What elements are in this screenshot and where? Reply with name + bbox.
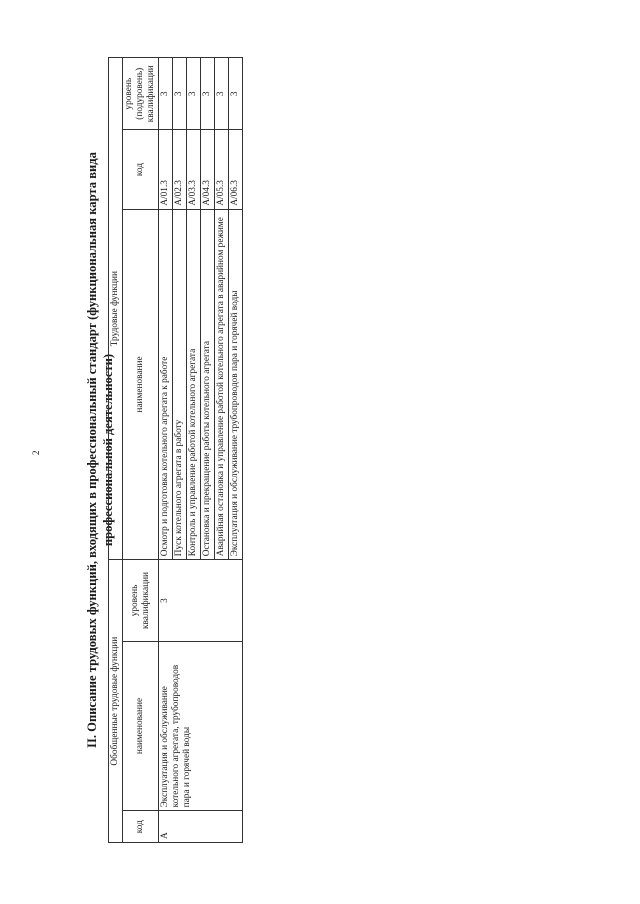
labor-level-cell: 3 — [159, 58, 173, 130]
page-number: 2 — [31, 450, 41, 455]
labor-name-cell: Осмотр и подготовка котельного агрегата к работе — [159, 209, 173, 560]
labor-code-cell: A/05.3 — [215, 130, 229, 209]
labor-name-cell: Контроль и управление работой котельного агрегата — [187, 209, 201, 560]
section-title-line-1: II. Описание трудовых функций, входящих в профессиональный стандарт (функциональная карта вида — [85, 152, 99, 748]
labor-name-cell: Пуск котельного агрегата в работу — [173, 209, 187, 560]
col-labor-code-header: код — [123, 130, 159, 209]
col-name-header: наименование — [123, 641, 159, 811]
functional-map-table — [108, 57, 243, 843]
labor-level-cell: 3 — [215, 58, 229, 130]
labor-code-cell: A/02.3 — [173, 130, 187, 209]
gen-name-cell: Эксплуатация и обслуживание котельного агрегата, трубопроводов пара и горячей воды — [159, 641, 243, 811]
labor-level-cell: 3 — [229, 58, 243, 130]
labor-code-cell: A/03.3 — [187, 130, 201, 209]
table-row — [159, 58, 173, 843]
labor-functions-header: Трудовые функции — [109, 58, 123, 560]
labor-name-cell: Аварийная остановка и управление работой котельного агрегата в аварийном режиме — [215, 209, 229, 560]
labor-level-cell: 3 — [173, 58, 187, 130]
labor-code-cell: A/06.3 — [229, 130, 243, 209]
labor-level-cell: 3 — [201, 58, 215, 130]
labor-name-cell: Остановка и прекращение работы котельного агрегата — [201, 209, 215, 560]
gen-code-cell: А — [159, 811, 243, 843]
gen-level-cell: 3 — [159, 560, 243, 641]
section-title-line-2: профессиональной деятельности) — [101, 353, 115, 547]
col-labor-name-header: наименование — [123, 209, 159, 560]
labor-name-cell: Эксплуатация и обслуживание трубопроводов пара и горячей воды — [229, 209, 243, 560]
col-level-header: уровень квалификации — [123, 560, 159, 641]
col-code-header: код — [123, 811, 159, 843]
labor-code-cell: A/01.3 — [159, 130, 173, 209]
functional-map-table-wrap — [108, 57, 243, 843]
labor-level-cell: 3 — [187, 58, 201, 130]
labor-code-cell: A/04.3 — [201, 130, 215, 209]
generalized-functions-header: Обобщенные трудовые функции — [109, 560, 123, 843]
col-sublevel-header: уровень (подуровень) квалификации — [123, 58, 159, 130]
